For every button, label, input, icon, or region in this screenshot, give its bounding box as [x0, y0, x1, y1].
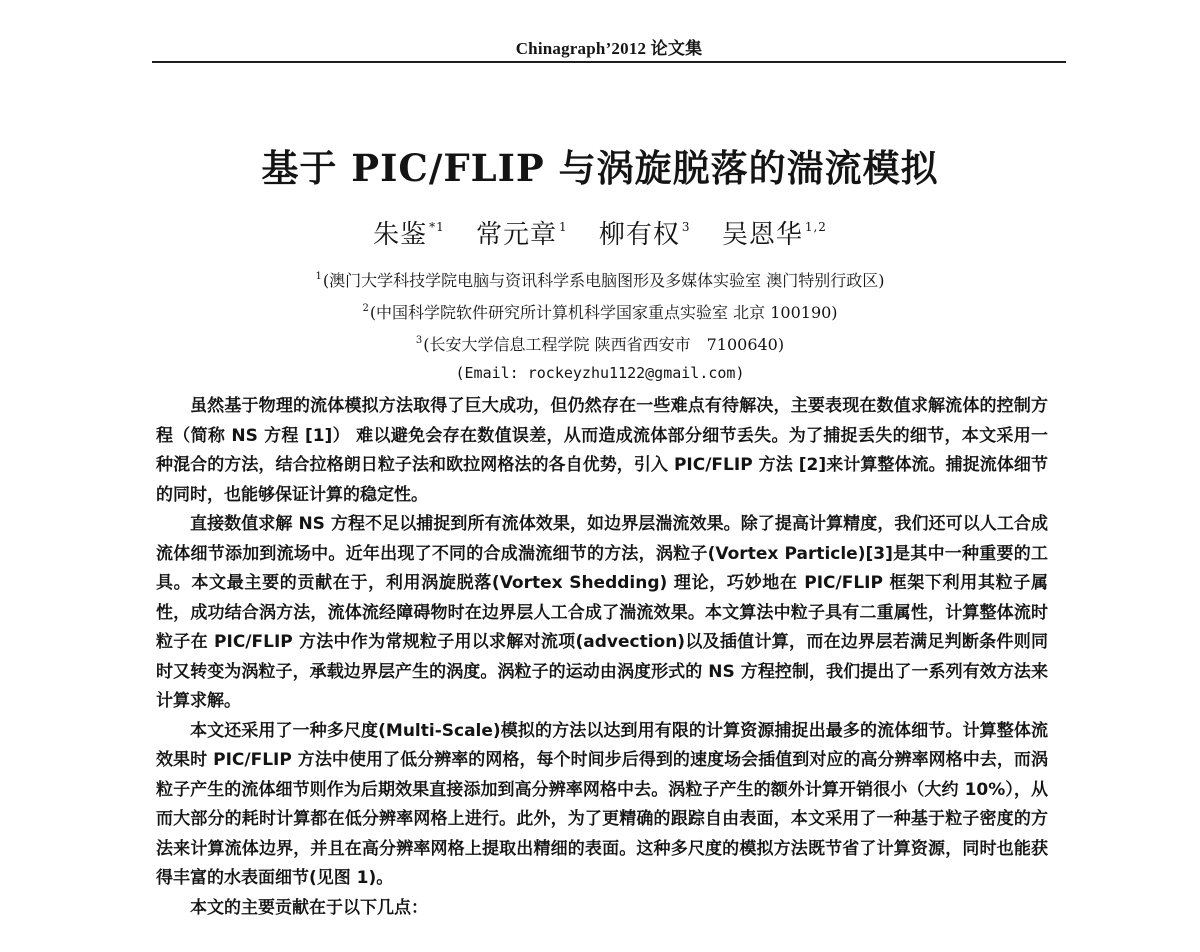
author-name: 吴恩华: [721, 220, 803, 250]
running-header: Chinagraph’2012 论文集: [515, 39, 703, 58]
paragraph: 虽然基于物理的流体模拟方法取得了巨大成功，但仍然存在一些难点有待解决，主要表现在数值求解流体的控制方程（简称 NS 方程 [1]） 难以避免会存在数值误差，从而造成流体部分细节丢失。为了捕捉丢失的细节，本文采用一种混合的方法，结合拉格朗日粒子法和欧拉网格法的各自优势，引入 PIC/FLIP 方法 [2]来计算整体流。捕捉流体细节的同时，也能够保证计算的稳定性。: [156, 396, 1048, 505]
contact-email: (Email: rockeyzhu1122@gmail.com): [455, 364, 745, 382]
paragraph: 本文的主要贡献在于以下几点：: [190, 897, 428, 918]
affiliation: [0, 300, 1200, 323]
affiliation-text: (长安大学信息工程学院 陕西省西安市 7100640): [423, 335, 785, 354]
author: [373, 220, 445, 250]
author: [722, 220, 827, 250]
author-mark: 3: [681, 220, 691, 234]
author-list: [0, 214, 1200, 251]
paragraph: 本文还采用了一种多尺度(Multi-Scale)模拟的方法以达到用有限的计算资源捕捉出最多的流体细节。计算整体流效果时 PIC/FLIP 方法中使用了低分辨率的网格，每个时间步后得到的速度场会插值到对应的高分辨率网格中去，而涡粒子产生的流体细节则作为后期效果直接添加到高分辨率网格中去。涡粒子产生的额外计算开销很小（大约 10%），从而大部分的耗时计算都在低分辨率网格上进行。此外，为了更精确的跟踪自由表面，本文采用了一种基于粒子密度的方法来计算流体边界，并且在高分辨率网格上提取出精细的表面。这种多尺度的模拟方法既节省了计算资源，同时也能获得丰富的水表面细节(见图 1)。: [156, 720, 1048, 888]
affiliation-mark: 2: [362, 303, 369, 314]
author-mark: 1,2: [804, 220, 827, 234]
author-name: 柳有权: [598, 220, 680, 250]
affiliation-mark: 1: [315, 271, 322, 282]
affiliation: [0, 332, 1200, 355]
author-name: 常元章: [475, 220, 557, 250]
header-rule: [152, 61, 1066, 63]
affiliation: [0, 268, 1200, 291]
author-mark: 1: [559, 220, 568, 234]
affiliation-text: (澳门大学科技学院电脑与资讯科学系电脑图形及多媒体实验室 澳门特别行政区): [322, 271, 885, 290]
author: [476, 220, 568, 250]
paper-title: 基于 PIC/FLIP 与涡旋脱落的湍流模拟: [261, 146, 939, 190]
author: [599, 220, 691, 250]
author-name: 朱鉴: [373, 220, 428, 250]
affiliation-mark: 3: [415, 335, 423, 346]
author-mark: *1: [429, 220, 445, 234]
body-text: [156, 392, 1048, 923]
paragraph: 直接数值求解 NS 方程不足以捕捉到所有流体效果，如边界层湍流效果。除了提高计算精度，我们还可以人工合成流体细节添加到流场中。近年出现了不同的合成湍流细节的方法，涡粒子(Vortex Particle)[3]是其中一种重要的工具。本文最主要的贡献在于，利用涡旋脱落(Vortex Shedding) 理论，巧妙地在 PIC/FLIP 框架下利用其粒子属性，成功结合涡方法，流体流经障碍物时在边界层人工合成了湍流效果。本文算法中粒子具有二重属性，计算整体流时粒子在 PIC/FLIP 方法中作为常规粒子用以求解对流项(advection)以及插值计算，而在边界层若满足判断条件则同时又转变为涡粒子，承载边界层产生的涡度。涡粒子的运动由涡度形式的 NS 方程控制，我们提出了一系列有效方法来计算求解。: [156, 514, 1048, 711]
affiliation-text: (中国科学院软件研究所计算机科学国家重点实验室 北京 100190): [369, 303, 838, 322]
